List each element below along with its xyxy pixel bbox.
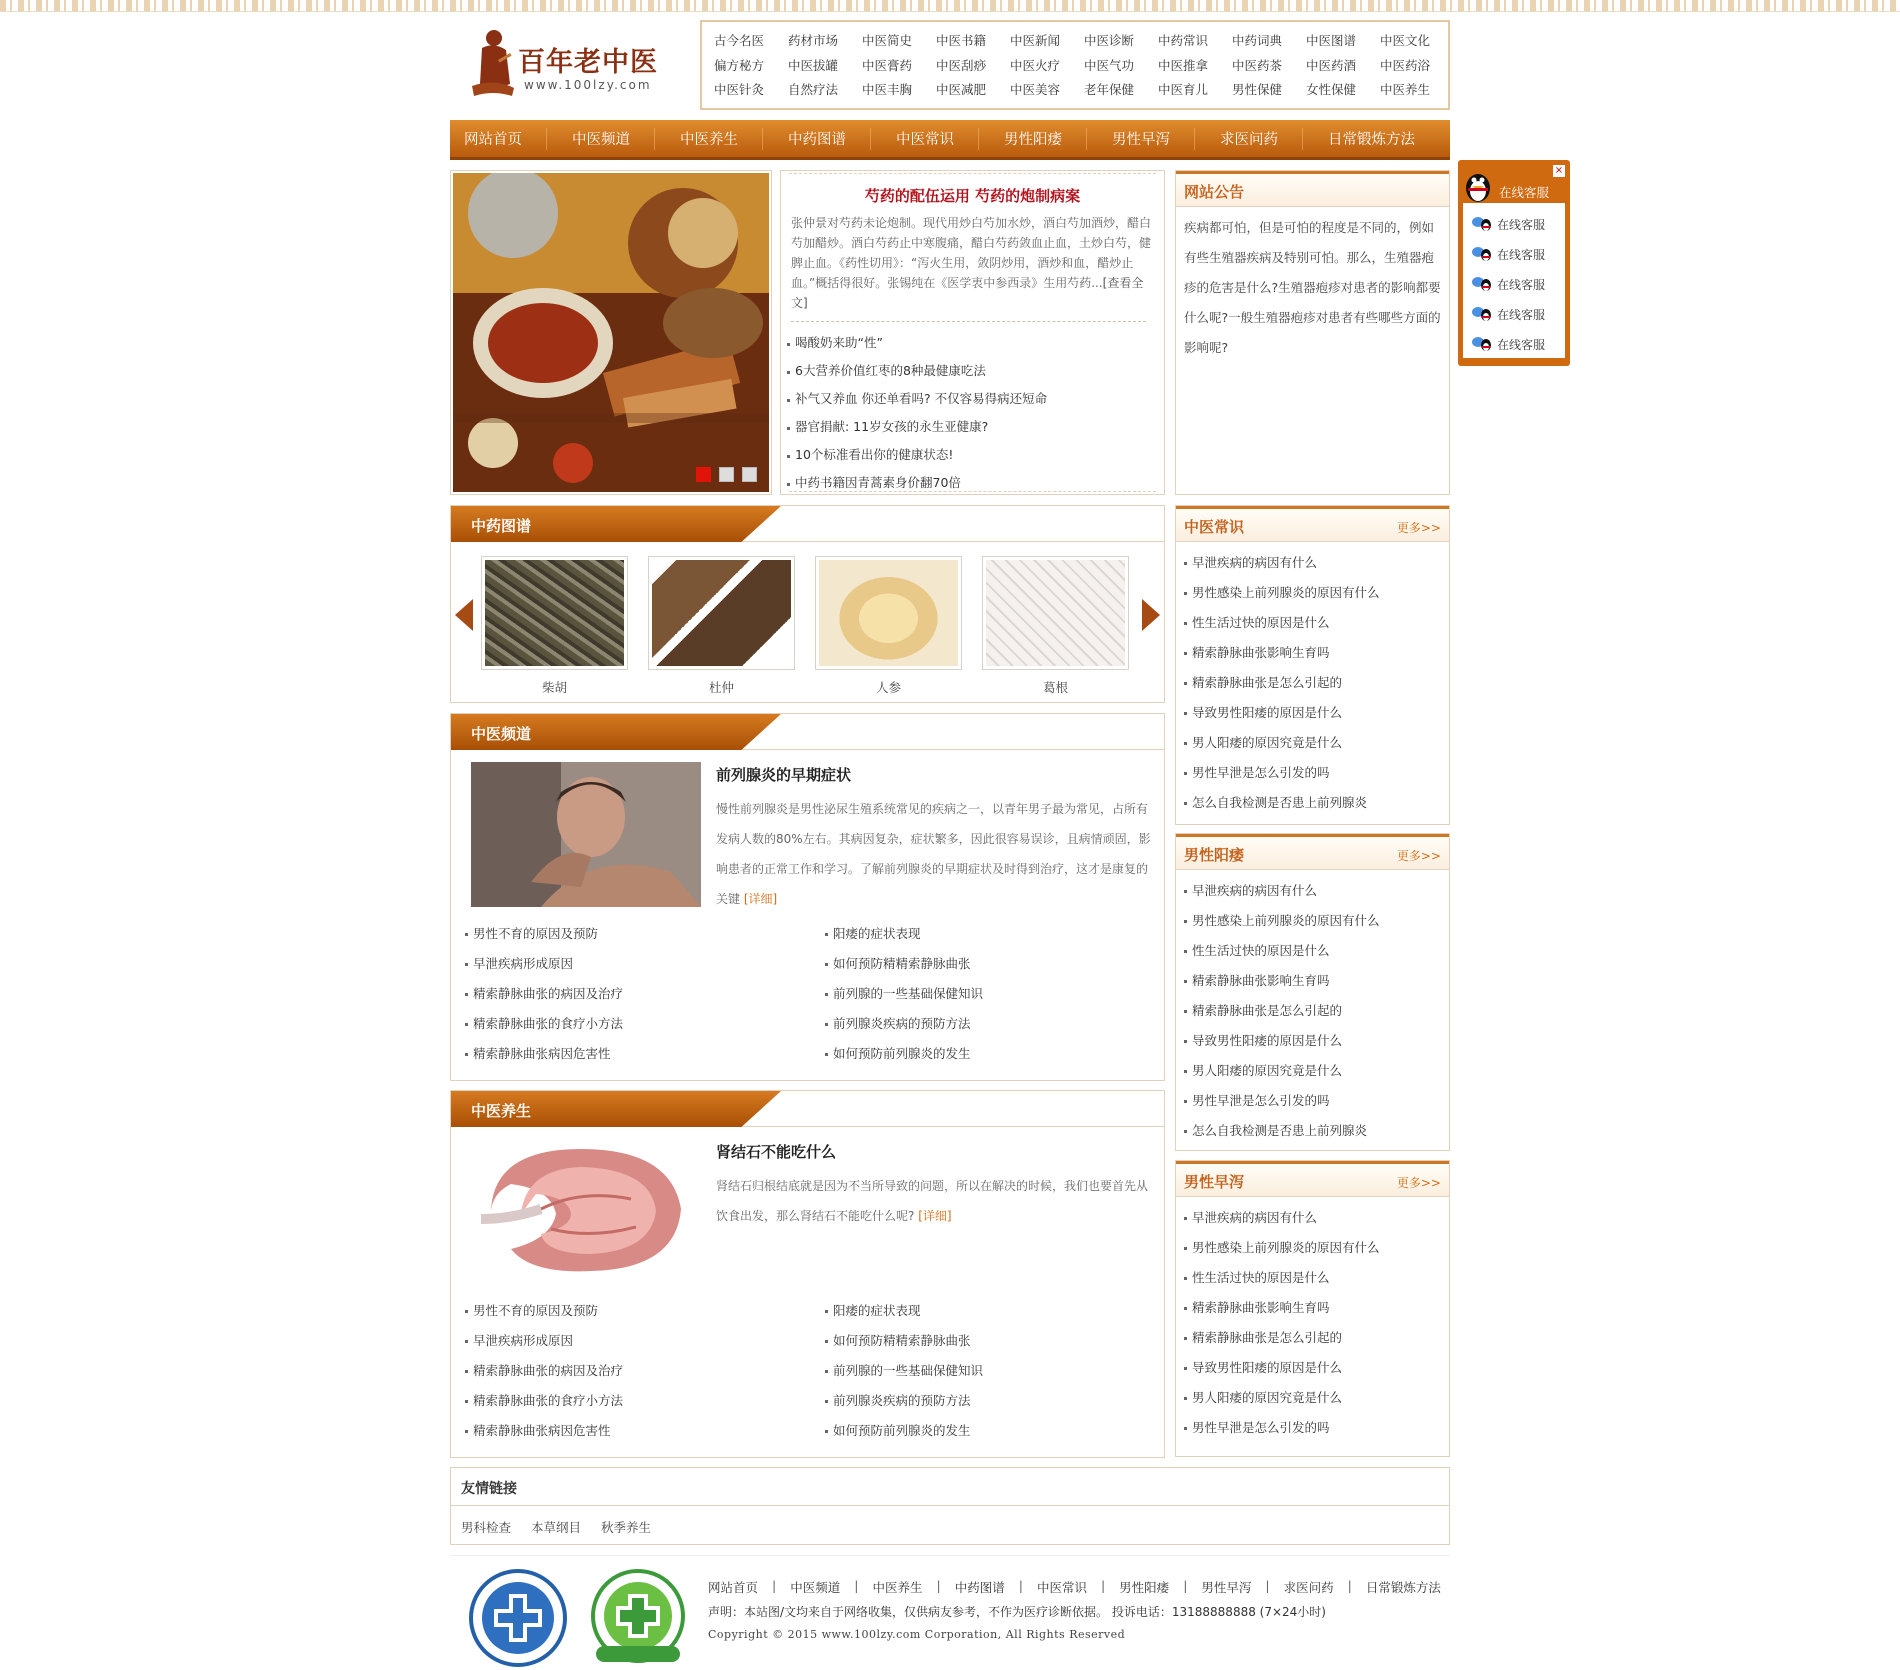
nav-divider bbox=[654, 128, 655, 150]
side-list bbox=[1180, 548, 1380, 818]
nav-impotence[interactable]: 男性阳痿 bbox=[1004, 132, 1062, 148]
list-item[interactable]: 男性感染上前列腺炎的原因有什么 bbox=[1180, 1233, 1380, 1263]
side-title: 男性阳痿 bbox=[1184, 846, 1245, 864]
nav-divider bbox=[762, 128, 763, 150]
detail-link[interactable]: [详细] bbox=[918, 1209, 952, 1223]
quick-link[interactable]: 中医新闻 bbox=[1010, 33, 1061, 48]
list-item[interactable]: 如何预防精精索静脉曲张 bbox=[821, 949, 1161, 979]
footer bbox=[450, 1555, 1450, 1665]
friend-links-list bbox=[461, 1518, 651, 1536]
list-item[interactable]: 精索静脉曲张影响生育吗 bbox=[1180, 966, 1380, 996]
footer-link[interactable]: 中药图谱 bbox=[954, 1580, 1005, 1595]
more-link[interactable]: 更多>> bbox=[1396, 521, 1441, 535]
footer-disclaimer: 声明：本站图/文均来自于网络收集，仅供病友参考，不作为医疗诊断依据。 投诉电话：13188888888 (7×24小时) bbox=[708, 1605, 1326, 1619]
list-item[interactable]: 男性不育的原因及预防 bbox=[461, 919, 821, 949]
nav-divider bbox=[1302, 128, 1303, 150]
friend-link[interactable]: 男科检查 bbox=[461, 1520, 512, 1535]
image-slider[interactable] bbox=[450, 170, 772, 495]
footer-link[interactable]: 中医常识 bbox=[1036, 1580, 1087, 1595]
herb-item[interactable] bbox=[815, 556, 962, 696]
notice-title: 网站公告 bbox=[1184, 183, 1245, 201]
footer-sep: | bbox=[1100, 1578, 1106, 1593]
nav-divider bbox=[870, 128, 871, 150]
article-title[interactable]: 前列腺炎的早期症状 bbox=[716, 766, 852, 784]
read-more-link[interactable]: [查看全文] bbox=[791, 276, 1144, 310]
service-item[interactable] bbox=[1463, 269, 1565, 299]
list-item[interactable]: 导致男性阳痿的原因是什么 bbox=[1180, 698, 1380, 728]
herb-image bbox=[648, 556, 795, 670]
quick-link[interactable]: 中医图谱 bbox=[1306, 33, 1357, 48]
list-item[interactable]: 前列腺炎疾病的预防方法 bbox=[821, 1386, 1161, 1416]
qq-chat-icon bbox=[1471, 336, 1493, 352]
list-item[interactable]: 器官捐献: 11岁女孩的永生亚健康? bbox=[783, 413, 1047, 441]
list-item[interactable]: 怎么自我检测是否患上前列腺炎 bbox=[1180, 788, 1380, 818]
list-item[interactable]: 男人阳痿的原因究竟是什么 bbox=[1180, 728, 1380, 758]
service-item[interactable] bbox=[1463, 239, 1565, 269]
herb-image-fill bbox=[485, 560, 624, 666]
list-item[interactable]: 阳痿的症状表现 bbox=[821, 1296, 1161, 1326]
nav-tcm-channel[interactable]: 中医频道 bbox=[572, 132, 630, 148]
service-item-label: 在线客服 bbox=[1497, 277, 1546, 292]
list-item[interactable]: 阳痿的症状表现 bbox=[821, 919, 1161, 949]
headline-desc bbox=[791, 213, 1156, 313]
service-item-label: 在线客服 bbox=[1497, 307, 1546, 322]
logo-name: 百年老中医 bbox=[518, 47, 658, 78]
footer-sep: | bbox=[1347, 1578, 1352, 1593]
list-item[interactable]: 补气又养血 你还单看吗? 不仅容易得病还短命 bbox=[783, 385, 1047, 413]
list-item[interactable]: 10个标准看出你的健康状态! bbox=[783, 441, 1047, 469]
list-item[interactable]: 精索静脉曲张的病因及治疗 bbox=[461, 1356, 821, 1386]
online-service-widget bbox=[1458, 160, 1570, 366]
friend-links bbox=[450, 1467, 1450, 1545]
article-title[interactable]: 肾结石不能吃什么 bbox=[716, 1143, 837, 1161]
list-item[interactable]: 怎么自我检测是否患上前列腺炎 bbox=[1180, 1116, 1380, 1146]
service-item[interactable] bbox=[1463, 299, 1565, 329]
herb-name: 人参 bbox=[875, 680, 901, 695]
herb-image bbox=[982, 556, 1129, 670]
section-header bbox=[1176, 506, 1449, 542]
nav-tcm-knowledge[interactable]: 中医常识 bbox=[896, 132, 954, 148]
nav-exercise[interactable]: 日常锻炼方法 bbox=[1328, 132, 1415, 148]
quick-link[interactable]: 中医育儿 bbox=[1158, 82, 1209, 97]
footer-sep: | bbox=[854, 1578, 859, 1593]
quick-link[interactable]: 中医丰胸 bbox=[862, 82, 913, 97]
list-item[interactable]: 精索静脉曲张是怎么引起的 bbox=[1180, 996, 1380, 1026]
list-item[interactable]: 精索静脉曲张是怎么引起的 bbox=[1180, 1323, 1380, 1353]
qq-chat-icon bbox=[1471, 306, 1493, 322]
nav-divider bbox=[978, 128, 979, 150]
quick-link[interactable]: 中医火疗 bbox=[1010, 57, 1061, 73]
tcm-channel-section bbox=[450, 713, 1165, 1081]
list-item[interactable]: 前列腺的一些基础保健知识 bbox=[821, 979, 1161, 1009]
list-item[interactable]: 性生活过快的原因是什么 bbox=[1180, 608, 1380, 638]
footer-link[interactable]: 男性早泻 bbox=[1201, 1580, 1252, 1595]
side-box-tcm-knowledge bbox=[1175, 505, 1450, 825]
list-item[interactable]: 男性早泄是怎么引发的吗 bbox=[1180, 1413, 1380, 1443]
quick-link[interactable]: 中医气功 bbox=[1084, 57, 1135, 73]
quick-link[interactable]: 药材市场 bbox=[788, 33, 839, 48]
list-item[interactable]: 早泄疾病形成原因 bbox=[461, 949, 821, 979]
section-title: 中药图谱 bbox=[471, 517, 532, 535]
quick-link[interactable]: 中药常识 bbox=[1158, 33, 1209, 48]
arrow-right-icon[interactable] bbox=[1142, 599, 1160, 631]
article-desc-text: 肾结石归根结底就是因为不当所导致的问题，所以在解决的时候，我们也要首先从饮食出发，那么肾结石不能吃什么呢? bbox=[716, 1179, 1149, 1223]
tcm-china-tour-badge-icon bbox=[588, 1568, 688, 1668]
tcm-health-section bbox=[450, 1090, 1165, 1458]
herb-name: 葛根 bbox=[1042, 680, 1068, 695]
herb-image bbox=[815, 556, 962, 670]
friend-links-title: 友情链接 bbox=[461, 1481, 517, 1497]
list-item[interactable]: 男性不育的原因及预防 bbox=[461, 1296, 821, 1326]
quick-link[interactable]: 中医药浴 bbox=[1380, 57, 1431, 73]
close-icon[interactable]: × bbox=[1554, 165, 1564, 176]
tcm-administration-badge-icon bbox=[468, 1568, 568, 1668]
service-list bbox=[1463, 203, 1565, 358]
quick-link[interactable]: 自然疗法 bbox=[788, 82, 839, 97]
article-list bbox=[461, 1296, 1161, 1446]
friend-link[interactable]: 本草纲目 bbox=[531, 1520, 582, 1535]
list-item[interactable]: 早泄疾病的病因有什么 bbox=[1180, 548, 1380, 578]
quick-link[interactable]: 中医药酒 bbox=[1306, 57, 1357, 73]
herb-image bbox=[481, 556, 628, 670]
service-title: 在线客服 bbox=[1499, 185, 1550, 200]
side-list bbox=[1180, 876, 1380, 1146]
article-desc-text: 慢性前列腺炎是男性泌尿生殖系统常见的疾病之一，以青年男子最为常见，占所有发病人数的80%左右。其病因复杂，症状繁多，因此很容易误诊，且病情顽固，影响患者的正常工作和学习。了解前列腺炎的早期症状及时得到治疗，这才是康复的关键 bbox=[716, 802, 1151, 906]
footer-link[interactable]: 中医频道 bbox=[790, 1580, 841, 1595]
top-decor-border bbox=[0, 0, 1900, 12]
detail-link[interactable]: [详细] bbox=[743, 892, 778, 906]
service-item-label: 在线客服 bbox=[1497, 247, 1546, 262]
herb-name: 杜仲 bbox=[708, 680, 734, 695]
list-item[interactable]: 如何预防精精索静脉曲张 bbox=[821, 1326, 1161, 1356]
site-notice bbox=[1175, 170, 1450, 495]
footer-link[interactable]: 男性阳痿 bbox=[1119, 1580, 1170, 1595]
slider-dots bbox=[696, 467, 757, 482]
list-item[interactable]: 如何预防前列腺炎的发生 bbox=[821, 1416, 1161, 1446]
list-item[interactable]: 精索静脉曲张的食疗小方法 bbox=[461, 1386, 821, 1416]
nav-consult[interactable]: 求医问药 bbox=[1220, 132, 1278, 148]
quick-link[interactable]: 男性保健 bbox=[1232, 82, 1283, 97]
herb-gallery bbox=[450, 505, 1165, 703]
more-link[interactable]: 更多>> bbox=[1396, 1176, 1441, 1190]
list-item[interactable]: 早泄疾病的病因有什么 bbox=[1180, 1203, 1380, 1233]
list-item[interactable]: 6大营养价值红枣的8种最健康吃法 bbox=[783, 357, 1047, 385]
slider-dot[interactable] bbox=[742, 467, 757, 482]
quick-link[interactable]: 中医书籍 bbox=[936, 33, 987, 48]
footer-link[interactable]: 中医养生 bbox=[872, 1580, 923, 1595]
nav-home[interactable]: 网站首页 bbox=[464, 132, 522, 148]
section-title: 中医频道 bbox=[471, 725, 532, 743]
slider-dot[interactable] bbox=[696, 467, 711, 482]
headline-title[interactable]: 芍药的配伍运用 芍药的炮制病案 bbox=[864, 187, 1081, 205]
quick-link[interactable]: 中医文化 bbox=[1380, 33, 1431, 48]
quick-link[interactable]: 中医拔罐 bbox=[788, 57, 839, 73]
quick-link[interactable]: 中医减肥 bbox=[936, 82, 987, 97]
side-box-impotence bbox=[1175, 833, 1450, 1151]
herb-image-fill bbox=[986, 560, 1125, 666]
footer-link[interactable]: 网站首页 bbox=[708, 1580, 759, 1595]
nav-tcm-health[interactable]: 中医养生 bbox=[680, 132, 738, 148]
herb-item[interactable] bbox=[648, 556, 795, 696]
footer-sep: | bbox=[772, 1578, 777, 1593]
list-item[interactable]: 精索静脉曲张影响生育吗 bbox=[1180, 1293, 1380, 1323]
list-item[interactable]: 中药书籍因青蒿素身价翻70倍 bbox=[783, 469, 1047, 497]
list-item[interactable]: 男人阳痿的原因究竟是什么 bbox=[1180, 1056, 1380, 1086]
article-image[interactable] bbox=[471, 1139, 701, 1284]
footer-sep: | bbox=[1018, 1578, 1023, 1593]
section-header bbox=[451, 1091, 1164, 1127]
article-desc bbox=[716, 1171, 1151, 1231]
list-item[interactable]: 精索静脉曲张的食疗小方法 bbox=[461, 1009, 821, 1039]
list-item[interactable]: 精索静脉曲张的病因及治疗 bbox=[461, 979, 821, 1009]
site-logo[interactable] bbox=[468, 24, 668, 104]
quick-link[interactable]: 中医简史 bbox=[862, 33, 913, 48]
list-item[interactable]: 早泄疾病的病因有什么 bbox=[1180, 876, 1380, 906]
section-header bbox=[1176, 171, 1449, 207]
section-header bbox=[451, 1468, 1449, 1506]
qq-chat-icon bbox=[1471, 216, 1493, 232]
nav-divider bbox=[1086, 128, 1087, 150]
footer-sep: | bbox=[1183, 1578, 1188, 1593]
quick-link[interactable]: 中医刮痧 bbox=[936, 57, 987, 73]
herb-image-fill bbox=[652, 560, 791, 666]
quick-link[interactable]: 中医针灸 bbox=[714, 82, 765, 97]
list-item[interactable]: 导致男性阳痿的原因是什么 bbox=[1180, 1353, 1380, 1383]
quick-link[interactable]: 中医养生 bbox=[1380, 82, 1431, 97]
footer-sep: | bbox=[936, 1578, 941, 1593]
quick-link[interactable]: 中药词典 bbox=[1232, 33, 1283, 48]
herb-name: 柴胡 bbox=[541, 680, 567, 695]
herb-image-fill bbox=[819, 560, 958, 666]
list-item[interactable]: 精索静脉曲张病因危害性 bbox=[461, 1039, 821, 1069]
quick-link[interactable]: 中医推拿 bbox=[1158, 57, 1209, 73]
service-item-label: 在线客服 bbox=[1497, 337, 1546, 352]
article-list bbox=[461, 919, 1161, 1069]
list-item[interactable]: 精索静脉曲张是怎么引起的 bbox=[1180, 668, 1380, 698]
logo-url: www.100lzy.com bbox=[524, 78, 652, 92]
list-item[interactable]: 前列腺的一些基础保健知识 bbox=[821, 1356, 1161, 1386]
service-item[interactable] bbox=[1463, 329, 1565, 359]
list-item[interactable]: 早泄疾病形成原因 bbox=[461, 1326, 821, 1356]
nav-premature[interactable]: 男性早泻 bbox=[1112, 132, 1170, 148]
arrow-left-icon[interactable] bbox=[455, 599, 473, 631]
friend-link[interactable]: 秋季养生 bbox=[601, 1520, 652, 1535]
quick-link[interactable]: 中医膏药 bbox=[862, 57, 913, 73]
headline-list bbox=[783, 329, 1047, 497]
quick-link[interactable]: 中医诊断 bbox=[1084, 33, 1135, 48]
list-item[interactable]: 男性感染上前列腺炎的原因有什么 bbox=[1180, 906, 1380, 936]
side-box-premature bbox=[1175, 1160, 1450, 1457]
list-item[interactable]: 导致男性阳痿的原因是什么 bbox=[1180, 1026, 1380, 1056]
footer-copyright: Copyright © 2015 www.100lzy.com Corporation, All Rights Reserved bbox=[708, 1628, 1126, 1641]
side-title: 中医常识 bbox=[1184, 518, 1245, 536]
service-item-label: 在线客服 bbox=[1497, 217, 1546, 232]
herb-row bbox=[481, 556, 1129, 696]
list-item[interactable]: 男性早泄是怎么引发的吗 bbox=[1180, 758, 1380, 788]
slider-image bbox=[453, 173, 769, 492]
article-image[interactable] bbox=[471, 762, 701, 907]
side-title: 男性早泻 bbox=[1184, 1173, 1245, 1191]
quick-link[interactable]: 中医美容 bbox=[1010, 82, 1061, 97]
footer-nav bbox=[708, 1578, 1441, 1596]
section-header bbox=[1176, 834, 1449, 870]
quick-link[interactable]: 古今名医 bbox=[714, 33, 765, 48]
notice-text: 疾病都可怕，但是可怕的程度是不同的，例如有些生殖器疾病及特别可怕。那么，生殖器疱疹的危害是什么?生殖器疱疹对患者的影响都要什么呢?一般生殖器疱疹对患者有些哪些方面的影响呢? bbox=[1184, 220, 1441, 355]
section-title: 中医养生 bbox=[471, 1102, 532, 1120]
section-header bbox=[1176, 1161, 1449, 1197]
more-link[interactable]: 更多>> bbox=[1396, 849, 1441, 863]
list-item[interactable]: 男性感染上前列腺炎的原因有什么 bbox=[1180, 578, 1380, 608]
herb-item[interactable] bbox=[982, 556, 1129, 696]
list-item[interactable]: 精索静脉曲张病因危害性 bbox=[461, 1416, 821, 1446]
qq-chat-icon bbox=[1471, 246, 1493, 262]
list-item[interactable]: 性生活过快的原因是什么 bbox=[1180, 1263, 1380, 1293]
list-item[interactable]: 喝酸奶来助“性” bbox=[783, 329, 1047, 357]
footer-link[interactable]: 求医问药 bbox=[1283, 1580, 1334, 1595]
quick-link[interactable]: 中医药茶 bbox=[1232, 57, 1283, 73]
quick-link[interactable]: 女性保健 bbox=[1306, 82, 1357, 97]
nav-divider bbox=[1194, 128, 1195, 150]
quick-link[interactable]: 老年保健 bbox=[1084, 82, 1135, 97]
quick-link[interactable]: 偏方秘方 bbox=[714, 57, 765, 73]
headline-desc-text: 张仲景对芍药未论炮制。现代用炒白芍加水炒，酒白芍加酒炒，醋白芍加醋炒。酒白芍药止中寒腹痛，醋白芍药敛血止血，土炒白芍，健脾止血。《药性切用》：“泻火生用，敛阴炒用，酒炒和血，醋炒止血。”概括得很好。张锡纯在《医学衷中参西录》生用芍药... bbox=[791, 216, 1152, 290]
side-list bbox=[1180, 1203, 1380, 1443]
list-item[interactable]: 如何预防前列腺炎的发生 bbox=[821, 1039, 1161, 1069]
list-item[interactable]: 前列腺炎疾病的预防方法 bbox=[821, 1009, 1161, 1039]
list-item[interactable]: 男人阳痿的原因究竟是什么 bbox=[1180, 1383, 1380, 1413]
service-item[interactable] bbox=[1463, 209, 1565, 239]
headline-news bbox=[780, 170, 1165, 495]
section-header bbox=[451, 506, 1164, 542]
list-item[interactable]: 男性早泄是怎么引发的吗 bbox=[1180, 1086, 1380, 1116]
service-header bbox=[1463, 165, 1565, 203]
nav-herb-gallery[interactable]: 中药图谱 bbox=[788, 132, 846, 148]
qq-chat-icon bbox=[1471, 276, 1493, 292]
footer-link[interactable]: 日常锻炼方法 bbox=[1365, 1580, 1441, 1595]
article-desc bbox=[716, 794, 1151, 914]
list-item[interactable]: 精索静脉曲张影响生育吗 bbox=[1180, 638, 1380, 668]
main-nav bbox=[450, 120, 1450, 160]
section-header bbox=[451, 714, 1164, 750]
doctor-figure-icon bbox=[468, 24, 518, 102]
nav-divider bbox=[546, 128, 547, 150]
footer-sep: | bbox=[1265, 1578, 1270, 1593]
quick-links-panel bbox=[700, 20, 1450, 110]
slider-dot[interactable] bbox=[719, 467, 734, 482]
herb-item[interactable] bbox=[481, 556, 628, 696]
qq-penguin-icon bbox=[1463, 169, 1493, 203]
divider bbox=[791, 321, 1146, 322]
list-item[interactable]: 性生活过快的原因是什么 bbox=[1180, 936, 1380, 966]
